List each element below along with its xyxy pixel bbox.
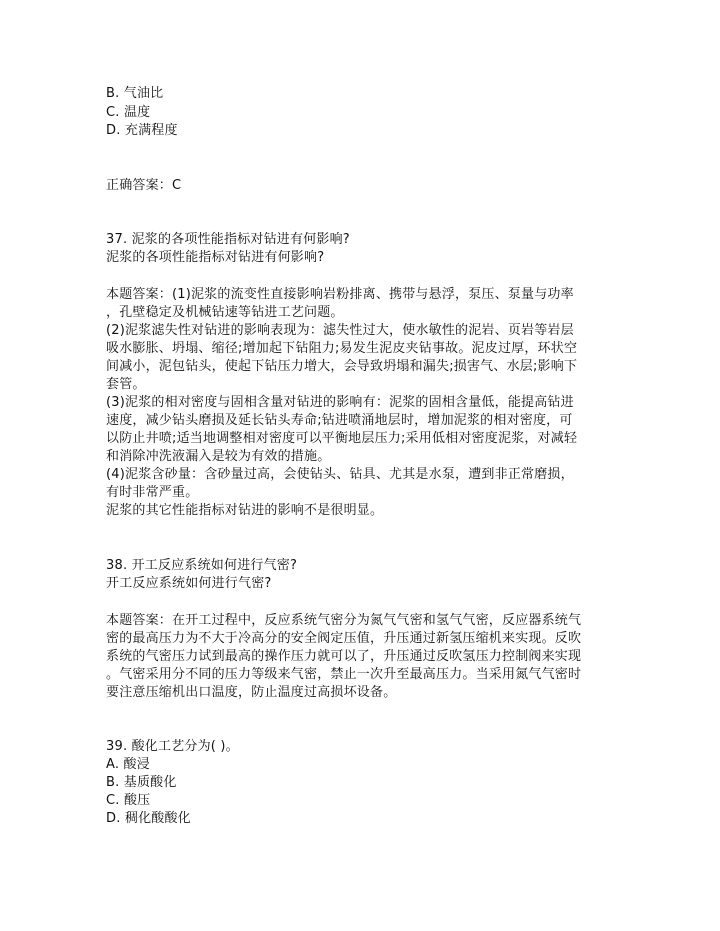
q39-title: 39. 酸化工艺分为( )。	[106, 739, 239, 754]
q37-subtitle: 泥浆的各项性能指标对钻进有何影响?	[106, 250, 325, 265]
q37-answer-line: 本题答案：(1)泥浆的流变性直接影响岩粉排离、携带与悬浮，泵压、泵量与功率	[106, 287, 574, 302]
q37-answer-line: (4)泥浆含砂量：含砂量过高，会使钻头、钻具、尤其是水泵，遭到非正常磨损，	[106, 467, 574, 482]
q37-answer-line: 间减小，泥包钻头，使起下钻压力增大，会导致坍塌和漏失;损害气、水层;影响下	[106, 359, 578, 374]
q37-answer-line: 泥浆的其它性能指标对钻进的影响不是很明显。	[106, 503, 384, 518]
q36-option-b: B. 气油比	[106, 86, 164, 101]
q39-option-c: C. 酸压	[106, 793, 151, 808]
q37-title: 37. 泥浆的各项性能指标对钻进有何影响?	[106, 232, 350, 247]
q37-answer-line: 有时非常严重。	[106, 485, 199, 500]
q37-answer-line: 吸水膨胀、坍塌、缩径;增加起下钻阻力;易发生泥皮夹钻事故。泥皮过厚，环状空	[106, 341, 578, 356]
q38-answer-line: 。气密采用分不同的压力等级来气密，禁止一次升至最高压力。当采用氮气气密时	[106, 667, 582, 682]
q37-answer-line: 和消除冲洗液漏入是较为有效的措施。	[106, 449, 331, 464]
q37-answer-line: (3)泥浆的相对密度与固相含量对钻进的影响有：泥浆的固相含量低，能提高钻进	[106, 395, 574, 410]
q38-answer-line: 密的最高压力为不大于冷高分的安全阀定压值，升压通过新氢压缩机来实现。反吹	[106, 631, 582, 646]
q37-answer-line: (2)泥浆滤失性对钻进的影响表现为：滤失性过大，使水敏性的泥岩、页岩等岩层	[106, 323, 574, 338]
q38-title: 38. 开工反应系统如何进行气密?	[106, 558, 298, 573]
q39-option-b: B. 基质酸化	[106, 775, 177, 790]
q38-answer-line: 系统的气密压力试到最高的操作压力就可以了，升压通过反吹氢压力控制阀来实现	[106, 649, 582, 664]
q37-answer-line: ，孔壁稳定及机械钻速等钻进工艺问题。	[106, 305, 344, 320]
q37-answer-line: 以防止井喷;适当地调整相对密度可以平衡地层压力;采用低相对密度泥浆，对减轻	[106, 431, 578, 446]
q37-answer-line: 套管。	[106, 377, 146, 392]
q36-option-d: D. 充满程度	[106, 123, 178, 138]
q37-answer-line: 速度，减少钻头磨损及延长钻头寿命;钻进喷涌地层时，增加泥浆的相对密度，可	[106, 413, 573, 428]
q36-answer: 正确答案：C	[106, 178, 182, 193]
q38-subtitle: 开工反应系统如何进行气密?	[106, 576, 272, 591]
q39-option-d: D. 稠化酸酸化	[106, 811, 191, 826]
q36-option-c: C. 温度	[106, 105, 151, 120]
q38-answer-line: 要注意压缩机出口温度，防止温度过高损坏设备。	[106, 685, 397, 700]
q38-answer-line: 本题答案：在开工过程中，反应系统气密分为氮气气密和氢气气密，反应器系统气	[106, 613, 582, 628]
q39-option-a: A. 酸浸	[106, 757, 150, 772]
